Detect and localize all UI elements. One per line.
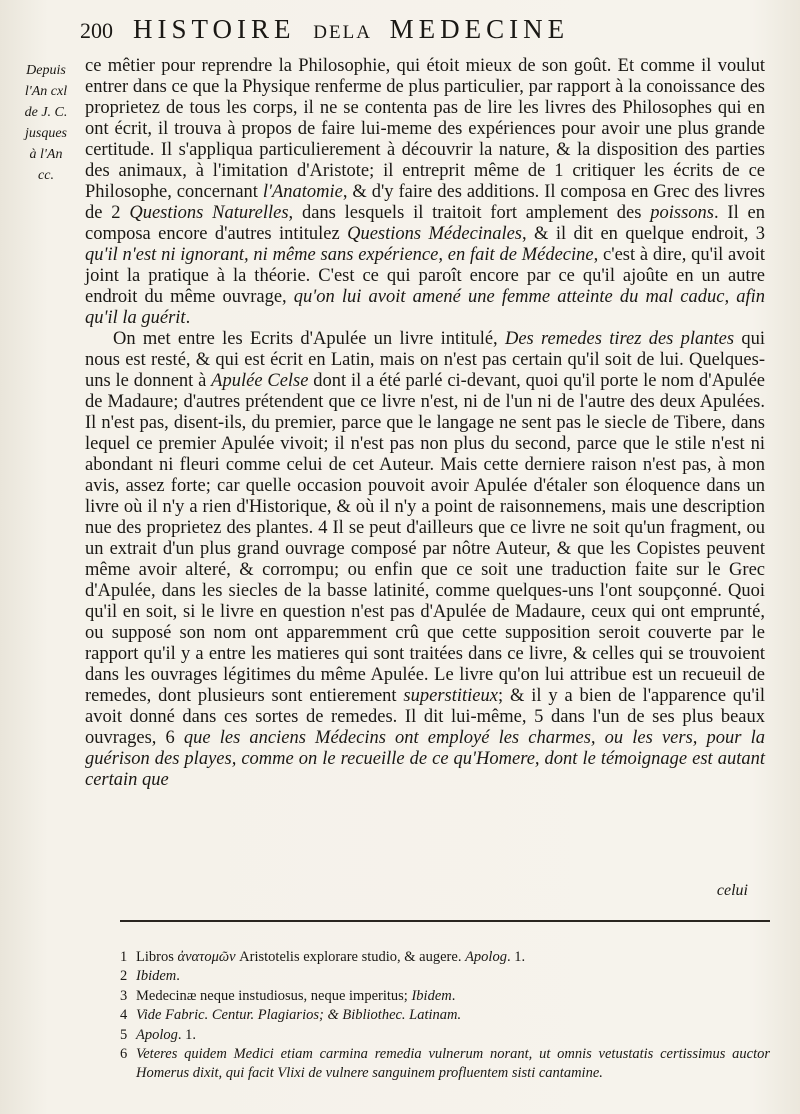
margin-note-line: Depuis bbox=[26, 63, 66, 78]
footnote bbox=[120, 948, 770, 967]
italic-run: Questions Naturelles bbox=[129, 203, 289, 223]
footnote-number: 2 bbox=[120, 968, 128, 985]
text-run: , dans lesquels il traitoit fort amplement des bbox=[288, 203, 651, 223]
italic-run: Vide Fabric. Centur. Plagiarios; & Bibliothec. Latinam. bbox=[136, 1007, 462, 1024]
running-title-la: LA bbox=[342, 22, 372, 43]
italic-run: Apolog bbox=[136, 1026, 178, 1043]
margin-note-line: jusques bbox=[25, 126, 67, 141]
footnote-number: 1 bbox=[120, 949, 128, 965]
italic-run: ἀνατομῶν bbox=[177, 949, 236, 965]
italic-run: poissons bbox=[650, 203, 714, 223]
margin-note-line: de J. C. bbox=[24, 105, 68, 120]
text-run: . 1. bbox=[506, 949, 526, 965]
text-run: , & il dit en quelque endroit, 3 bbox=[522, 224, 766, 244]
footnote-separator-rule bbox=[120, 920, 770, 922]
text-run: On met entre les Ecrits d'Apulée un livre intitulé, bbox=[113, 329, 505, 349]
margin-note-line: cc. bbox=[38, 168, 54, 183]
paragraph bbox=[85, 56, 765, 329]
footnote-number: 4 bbox=[120, 1007, 128, 1024]
italic-run: qu'on lui avoit amené une femme atteinte du mal caduc, afin qu'il la guérit bbox=[85, 287, 766, 328]
margin-note bbox=[10, 60, 82, 186]
text-run: , & d'y faire des additions. Il composa en Grec des livres de 2 bbox=[85, 182, 766, 223]
text-run: qui nous est resté, & qui est écrit en Latin, mais on n'est pas certain qu'il soit de lui. Quelques-uns le donnent à bbox=[85, 329, 766, 391]
text-run: Medecinæ neque instudiosus, neque imperitus; bbox=[136, 987, 412, 1004]
footnote-number: 5 bbox=[120, 1026, 128, 1043]
footnote bbox=[120, 1026, 770, 1045]
italic-run: Ibidem bbox=[411, 987, 452, 1004]
running-title-medecine: MEDECINE bbox=[389, 14, 570, 44]
margin-note-line: à l'An bbox=[29, 147, 63, 162]
footnote-text bbox=[136, 1026, 770, 1045]
italic-run: Apolog bbox=[465, 949, 507, 965]
italic-run: Veteres quidem Medici etiam carmina remedia vulnerum norant, ut omnis vetustatis certissimus auctor Homerus dixit, qui facit Vlixi de vulnere sanguinem profluentem sisti cantamine. bbox=[136, 1046, 770, 1082]
italic-run: qu'il n'est ni ignorant, ni même sans expérience, en fait de Médecine bbox=[85, 245, 594, 265]
text-run: , c'est à dire, qu'il avoit joint la pratique à la théorie. C'est ce qui paroît encore par ce qu'il ajoûte en un autre endroit du même ouvrage, bbox=[85, 245, 766, 307]
italic-run: Apulée Celse bbox=[211, 371, 309, 391]
italic-run: superstitieux bbox=[403, 686, 498, 706]
text-run: ; & il y a bien de l'apparence qu'il avoit donné dans ces sortes de remedes. Il dit lui-même, 5 dans l'un de ses plus beaux ouvrages, 6 bbox=[85, 686, 765, 748]
running-title-de: DE bbox=[313, 22, 343, 43]
italic-run: l'Anatomie bbox=[262, 182, 343, 202]
text-run: . bbox=[176, 968, 180, 985]
footnote-text bbox=[136, 1045, 770, 1084]
italic-run: Ibidem bbox=[136, 968, 177, 985]
text-run: . bbox=[451, 987, 456, 1004]
text-run: . 1. bbox=[177, 1026, 197, 1043]
text-run: . bbox=[185, 308, 191, 328]
footnote bbox=[120, 1006, 770, 1025]
footnote-text bbox=[136, 967, 770, 986]
text-run: ce mêtier pour reprendre la Philosophie, qui étoit mieux de son goût. Et comme il voulut entrer dans ce que la Physique renferme de plus particulier, par rapport à la conoissance des proprietez de tous les corps, il ne se contenta pas de lire les livres des Philosophes qui en ont écrit, il trouva à propos de faire lui-meme des expériences pour avoir une plus grande certitude. Il s'appliqua particulierement à découvrir la nature, & la disposition des parties des animaux, à l'imitation d'Aristote; il entreprit même de 1 critiquer les écrits de ce Philosophe, concernant bbox=[85, 56, 765, 202]
text-run: Libros bbox=[136, 949, 178, 965]
footnote-number: 3 bbox=[120, 987, 128, 1004]
margin-note-line: l'An cxl bbox=[24, 84, 68, 99]
main-text bbox=[85, 56, 765, 791]
italic-run: que les anciens Médecins ont employé les charmes, ou les vers, pour la guérison des playes, comme on le recueille de ce qu'Homere, dont le témoignage est autant certain que bbox=[85, 728, 765, 790]
page-number: 200 bbox=[80, 18, 113, 43]
footnote bbox=[120, 1045, 770, 1084]
footnote-text bbox=[136, 987, 770, 1006]
running-title bbox=[133, 14, 569, 45]
footnote bbox=[120, 987, 770, 1006]
italic-run: Des remedes tirez des plantes bbox=[504, 329, 735, 349]
footnote-text bbox=[136, 1006, 770, 1025]
footnotes bbox=[120, 948, 770, 1084]
running-title-histoire: HISTOIRE bbox=[133, 14, 296, 44]
catchword: celui bbox=[716, 882, 748, 899]
text-run: Aristotelis explorare studio, & augere. bbox=[235, 949, 466, 965]
italic-run: Questions Médecinales bbox=[347, 224, 522, 244]
footnote-number: 6 bbox=[120, 1046, 128, 1063]
footnote-text bbox=[136, 948, 770, 967]
paragraph bbox=[85, 329, 765, 791]
text-run: . Il en composa encore d'autres intitulez bbox=[85, 203, 765, 244]
footnote bbox=[120, 967, 770, 986]
page-header bbox=[80, 14, 680, 54]
text-run: dont il a été parlé ci-devant, quoi qu'il porte le nom d'Apulée de Madaure; d'autres prétendent que ce livre n'est, ni de l'un ni de l'autre des deux Apulées. Il n'est pas, disent-ils, du premier, parce que le langage ne sent pas le siecle de Tibere, dans lequel ce premier Apulée vivoit; il n'est pas non plus du second, parce que le stile n'est ni abondant ni fleuri comme celui de cet Auteur. Mais cette derniere raison n'est pas, à mon avis, assez forte; car quelle occasion pouvoit avoir Apulée d'étaler son éloquence dans un livre où il n'y a rien d'Historique, & où il n'y a point de raisonnemens, mais une description nue des proprietez des plantes. 4 Il se peut d'ailleurs que ce livre ne soit qu'un fragment, ou un extrait d'un plus grand ouvrage composé par nôtre Auteur, & que les Copistes peuvent même avoir alteré, & corrompu; ou enfin que ce soit une traduction faite sur le Grec d'Apulée, dans les siecles de la basse latinité, comme quelques-uns l'ont soupçonné. Quoi qu'il en soit, si le livre en question n'est pas d'Apulée de Madaure, ceux qui ont emprunté, ou supposé son nom ont apparemment crû que cette supposition seroit couverte par le rapport qu'il y a entre les matieres qui sont traitées dans ce livre, & celles qui se trouvoient dans les ouvrages légitimes du même Apulée. Le livre qu'on lui attribue est un recueuil de remedes, dont plusieurs sont entierement bbox=[85, 371, 765, 706]
